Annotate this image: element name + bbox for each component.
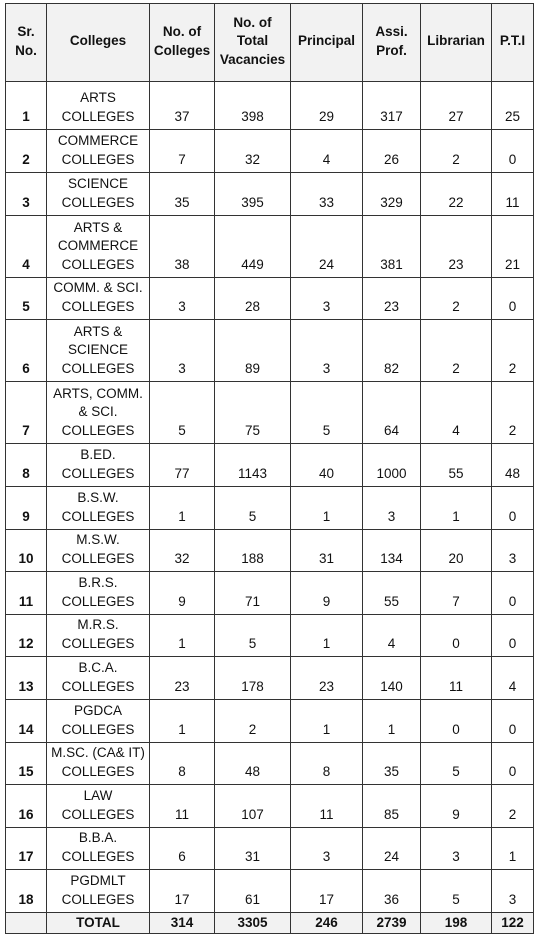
librarian-cell: 1 — [421, 487, 492, 530]
no-of-colleges-cell: 38 — [150, 216, 215, 278]
total-sr-empty — [6, 913, 47, 934]
librarian-cell: 22 — [421, 173, 492, 216]
librarian-cell: 2 — [421, 130, 492, 173]
table-row — [6, 444, 534, 487]
header-total-vacancies: No. of Total Vacancies — [215, 4, 291, 82]
assi-prof-cell: 23 — [363, 278, 421, 320]
pti-cell: 21 — [492, 216, 534, 278]
table-row — [6, 278, 534, 320]
principal-cell: 11 — [291, 785, 363, 828]
librarian-cell: 11 — [421, 657, 492, 700]
principal-cell: 3 — [291, 828, 363, 870]
principal-cell: 3 — [291, 278, 363, 320]
no-of-colleges-cell: 35 — [150, 173, 215, 216]
principal-cell: 29 — [291, 82, 363, 130]
total-pti: 122 — [492, 913, 534, 934]
header-colleges: Colleges — [47, 4, 150, 82]
principal-cell: 31 — [291, 530, 363, 572]
principal-cell: 9 — [291, 572, 363, 615]
assi-prof-cell: 85 — [363, 785, 421, 828]
no-of-colleges-cell: 23 — [150, 657, 215, 700]
sr-no-cell: 4 — [6, 216, 47, 278]
principal-cell: 40 — [291, 444, 363, 487]
assi-prof-cell: 317 — [363, 82, 421, 130]
total-librarian: 198 — [421, 913, 492, 934]
pti-cell: 48 — [492, 444, 534, 487]
assi-prof-cell: 82 — [363, 320, 421, 382]
pti-cell: 4 — [492, 657, 534, 700]
no-of-colleges-cell: 8 — [150, 743, 215, 785]
no-of-colleges-cell: 11 — [150, 785, 215, 828]
college-name-cell: ARTS & SCIENCE COLLEGES — [47, 320, 150, 382]
principal-cell: 24 — [291, 216, 363, 278]
sr-no-cell: 9 — [6, 487, 47, 530]
table-row — [6, 615, 534, 657]
pti-cell: 2 — [492, 785, 534, 828]
table-header — [6, 4, 534, 82]
principal-cell: 1 — [291, 615, 363, 657]
college-name-cell: M.S.W. COLLEGES — [47, 530, 150, 572]
header-assi-prof: Assi. Prof. — [363, 4, 421, 82]
librarian-cell: 9 — [421, 785, 492, 828]
principal-cell: 3 — [291, 320, 363, 382]
no-of-colleges-cell: 17 — [150, 870, 215, 913]
college-name-cell: ARTS COLLEGES — [47, 82, 150, 130]
header-principal: Principal — [291, 4, 363, 82]
total-vacancies-cell: 2 — [215, 700, 291, 743]
total-vacancies-cell: 395 — [215, 173, 291, 216]
total-vacancies-cell: 32 — [215, 130, 291, 173]
college-name-cell: PGDMLT COLLEGES — [47, 870, 150, 913]
header-pti: P.T.I — [492, 4, 534, 82]
no-of-colleges-cell: 7 — [150, 130, 215, 173]
pti-cell: 2 — [492, 382, 534, 444]
sr-no-cell: 6 — [6, 320, 47, 382]
assi-prof-cell: 140 — [363, 657, 421, 700]
pti-cell: 0 — [492, 487, 534, 530]
college-name-cell: B.S.W. COLLEGES — [47, 487, 150, 530]
total-vacancies-cell: 75 — [215, 382, 291, 444]
college-name-cell: ARTS, COMM. & SCI. COLLEGES — [47, 382, 150, 444]
assi-prof-cell: 3 — [363, 487, 421, 530]
sr-no-cell: 15 — [6, 743, 47, 785]
assi-prof-cell: 35 — [363, 743, 421, 785]
college-name-cell: SCIENCE COLLEGES — [47, 173, 150, 216]
college-name-cell: ARTS & COMMERCE COLLEGES — [47, 216, 150, 278]
total-vacancies-cell: 28 — [215, 278, 291, 320]
pti-cell: 3 — [492, 530, 534, 572]
total-principal: 246 — [291, 913, 363, 934]
sr-no-cell: 5 — [6, 278, 47, 320]
table-row — [6, 657, 534, 700]
sr-no-cell: 11 — [6, 572, 47, 615]
college-name-cell: B.ED. COLLEGES — [47, 444, 150, 487]
table-row — [6, 572, 534, 615]
total-vacancies-cell: 1143 — [215, 444, 291, 487]
total-vacancies-cell: 449 — [215, 216, 291, 278]
librarian-cell: 27 — [421, 82, 492, 130]
header-librarian: Librarian — [421, 4, 492, 82]
sr-no-cell: 2 — [6, 130, 47, 173]
pti-cell: 0 — [492, 615, 534, 657]
total-asst-prof: 2739 — [363, 913, 421, 934]
vacancy-table-wrapper — [5, 3, 534, 934]
pti-cell: 2 — [492, 320, 534, 382]
librarian-cell: 4 — [421, 382, 492, 444]
college-name-cell: LAW COLLEGES — [47, 785, 150, 828]
total-vacancies-cell: 48 — [215, 743, 291, 785]
no-of-colleges-cell: 1 — [150, 615, 215, 657]
no-of-colleges-cell: 3 — [150, 278, 215, 320]
principal-cell: 1 — [291, 700, 363, 743]
pti-cell: 0 — [492, 278, 534, 320]
table-row — [6, 870, 534, 913]
librarian-cell: 3 — [421, 828, 492, 870]
total-vacancies-cell: 71 — [215, 572, 291, 615]
principal-cell: 8 — [291, 743, 363, 785]
total-label: TOTAL — [47, 913, 150, 934]
no-of-colleges-cell: 9 — [150, 572, 215, 615]
sr-no-cell: 7 — [6, 382, 47, 444]
college-name-cell: PGDCA COLLEGES — [47, 700, 150, 743]
table-row — [6, 743, 534, 785]
principal-cell: 4 — [291, 130, 363, 173]
sr-no-cell: 8 — [6, 444, 47, 487]
college-name-cell: M.SC. (CA& IT) COLLEGES — [47, 743, 150, 785]
principal-cell: 23 — [291, 657, 363, 700]
assi-prof-cell: 4 — [363, 615, 421, 657]
no-of-colleges-cell: 32 — [150, 530, 215, 572]
total-vacancies: 3305 — [215, 913, 291, 934]
total-vacancies-cell: 398 — [215, 82, 291, 130]
assi-prof-cell: 26 — [363, 130, 421, 173]
sr-no-cell: 10 — [6, 530, 47, 572]
table-row — [6, 828, 534, 870]
table-row — [6, 320, 534, 382]
college-vacancy-table — [5, 3, 534, 934]
header-no-of-colleges: No. of Colleges — [150, 4, 215, 82]
college-name-cell: B.B.A. COLLEGES — [47, 828, 150, 870]
pti-cell: 3 — [492, 870, 534, 913]
sr-no-cell: 17 — [6, 828, 47, 870]
table-body — [6, 82, 534, 913]
college-name-cell: COMM. & SCI. COLLEGES — [47, 278, 150, 320]
pti-cell: 0 — [492, 700, 534, 743]
pti-cell: 0 — [492, 572, 534, 615]
total-vacancies-cell: 178 — [215, 657, 291, 700]
librarian-cell: 2 — [421, 320, 492, 382]
no-of-colleges-cell: 1 — [150, 700, 215, 743]
total-vacancies-cell: 188 — [215, 530, 291, 572]
college-name-cell: COMMERCE COLLEGES — [47, 130, 150, 173]
assi-prof-cell: 381 — [363, 216, 421, 278]
sr-no-cell: 16 — [6, 785, 47, 828]
total-vacancies-cell: 61 — [215, 870, 291, 913]
table-row — [6, 82, 534, 130]
principal-cell: 17 — [291, 870, 363, 913]
sr-no-cell: 3 — [6, 173, 47, 216]
table-row — [6, 130, 534, 173]
librarian-cell: 0 — [421, 700, 492, 743]
table-row — [6, 173, 534, 216]
principal-cell: 1 — [291, 487, 363, 530]
total-vacancies-cell: 5 — [215, 487, 291, 530]
table-row — [6, 487, 534, 530]
librarian-cell: 2 — [421, 278, 492, 320]
table-row — [6, 382, 534, 444]
librarian-cell: 20 — [421, 530, 492, 572]
pti-cell: 0 — [492, 130, 534, 173]
librarian-cell: 0 — [421, 615, 492, 657]
table-row — [6, 216, 534, 278]
table-row — [6, 530, 534, 572]
college-name-cell: B.C.A. COLLEGES — [47, 657, 150, 700]
sr-no-cell: 18 — [6, 870, 47, 913]
no-of-colleges-cell: 77 — [150, 444, 215, 487]
no-of-colleges-cell: 3 — [150, 320, 215, 382]
assi-prof-cell: 64 — [363, 382, 421, 444]
librarian-cell: 23 — [421, 216, 492, 278]
no-of-colleges-cell: 6 — [150, 828, 215, 870]
total-vacancies-cell: 5 — [215, 615, 291, 657]
sr-no-cell: 13 — [6, 657, 47, 700]
college-name-cell: M.R.S. COLLEGES — [47, 615, 150, 657]
assi-prof-cell: 329 — [363, 173, 421, 216]
assi-prof-cell: 24 — [363, 828, 421, 870]
principal-cell: 33 — [291, 173, 363, 216]
assi-prof-cell: 1000 — [363, 444, 421, 487]
assi-prof-cell: 55 — [363, 572, 421, 615]
no-of-colleges-cell: 37 — [150, 82, 215, 130]
pti-cell: 11 — [492, 173, 534, 216]
no-of-colleges-cell: 5 — [150, 382, 215, 444]
librarian-cell: 7 — [421, 572, 492, 615]
librarian-cell: 5 — [421, 743, 492, 785]
pti-cell: 25 — [492, 82, 534, 130]
sr-no-cell: 1 — [6, 82, 47, 130]
total-vacancies-cell: 31 — [215, 828, 291, 870]
sr-no-cell: 14 — [6, 700, 47, 743]
total-colleges: 314 — [150, 913, 215, 934]
table-row — [6, 700, 534, 743]
principal-cell: 5 — [291, 382, 363, 444]
librarian-cell: 5 — [421, 870, 492, 913]
table-row — [6, 785, 534, 828]
total-vacancies-cell: 89 — [215, 320, 291, 382]
total-vacancies-cell: 107 — [215, 785, 291, 828]
pti-cell: 1 — [492, 828, 534, 870]
librarian-cell: 55 — [421, 444, 492, 487]
college-name-cell: B.R.S. COLLEGES — [47, 572, 150, 615]
table-footer — [6, 913, 534, 934]
assi-prof-cell: 1 — [363, 700, 421, 743]
total-row — [6, 913, 534, 934]
assi-prof-cell: 36 — [363, 870, 421, 913]
no-of-colleges-cell: 1 — [150, 487, 215, 530]
sr-no-cell: 12 — [6, 615, 47, 657]
assi-prof-cell: 134 — [363, 530, 421, 572]
pti-cell: 0 — [492, 743, 534, 785]
header-sr-no: Sr. No. — [6, 4, 47, 82]
